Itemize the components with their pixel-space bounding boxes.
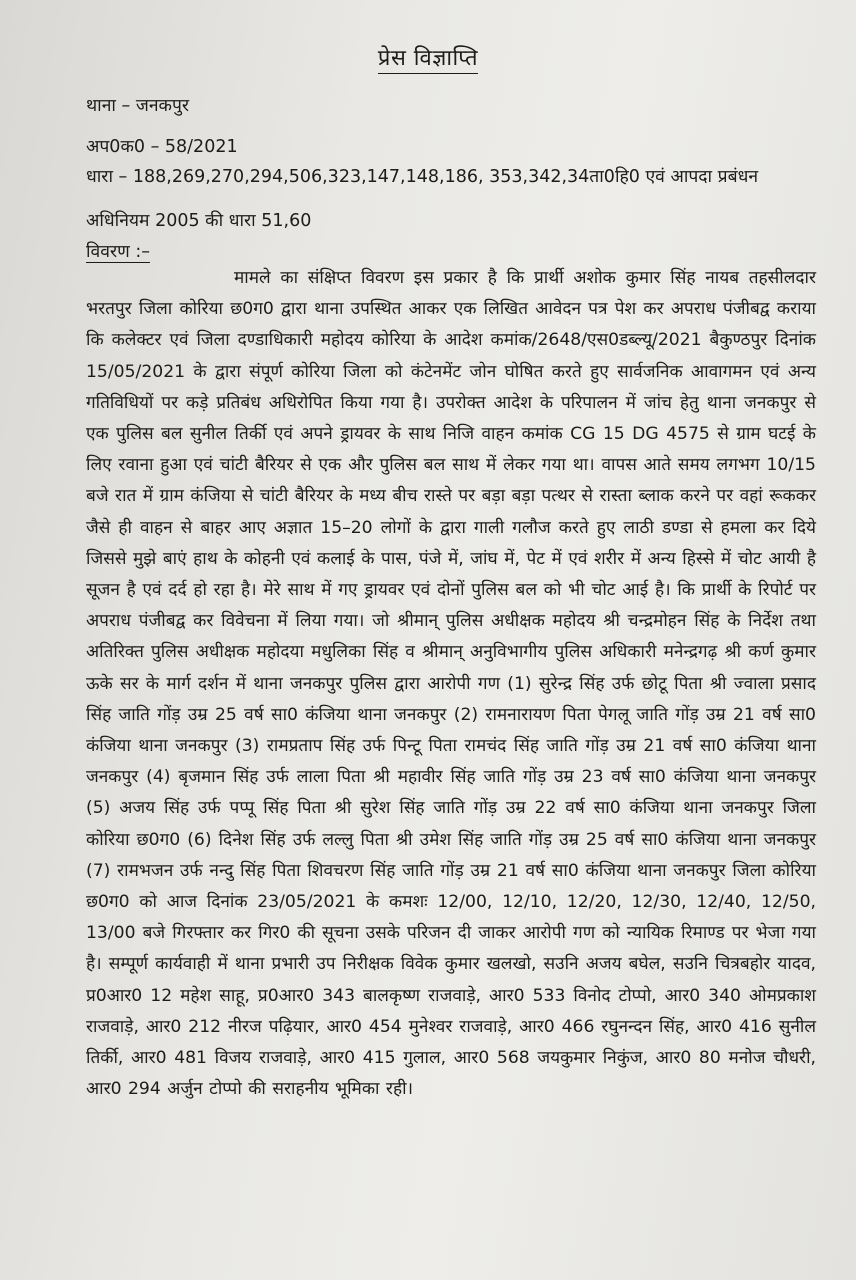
case-number-line: अप0क0 – 58/2021 [86, 137, 238, 157]
document-title [0, 42, 856, 72]
details-heading-text: विवरण :– [86, 242, 151, 262]
thana-line: थाना – जनकपुर [86, 96, 190, 116]
sections-line: धारा – 188,269,270,294,506,323,147,148,186, 353,342,34ता0हि0 एवं आपदा प्रबंधन अधिनियम 2005 की धारा 51,60 [86, 167, 759, 231]
title-text: प्रेस विज्ञाप्ति [378, 46, 478, 74]
details-body: मामले का संक्षिप्त विवरण इस प्रकार है कि प्रार्थी अशोक कुमार सिंह नायब तहसीलदार भरतपुर जिला कोरिया छ0ग0 द्वारा थाना उपस्थित आकर एक लिखित आवेदन पत्र पेश कर अपराध पंजीबद्व कराया कि कलेक्टर एवं जिला दण्डाधिकारी महोदय कोरिया के आदेश कमांक/2648/एस0डब्ल्यू/2021 बैकुण्ठपुर दिनांक 15/05/2021 के द्वारा संपूर्ण कोरिया जिला को कंटेनमेंट जोन घोषित करते हुए सार्वजनिक आवागमन एवं अन्य गतिविधियों पर कड़े प्रतिबंध अधिरोपित किया गया है। उपरोक्त आदेश के परिपालन में जांच हेतु थाना जनकपुर से एक पुलिस बल सुनील तिर्की एवं अपने ड्रायवर के साथ निजि वाहन कमांक CG 15 DG 4575 से ग्राम घटई के लिए रवाना हुआ एवं चांटी बैरियर से एक और पुलिस बल साथ में लेकर गया था। वापस आते समय लगभग 10/15 बजे रात में ग्राम कंजिया से चांटी बैरियर के मध्य बीच रास्ते पर बड़ा बड़ा पत्थर से रास्ता ब्लाक करने पर वहां रूककर जैसे ही वाहन से बाहर आए अज्ञात 15–20 लोगों के द्वारा गाली गलौज करते हुए लाठी डण्डा से हमला कर दिये जिससे मुझे बाएं हाथ के कोहनी एवं कलाई के पास, पंजे में, जांघ में, पेट में एवं शरीर में अन्य हिस्से में चोट आयी है सूजन है एवं दर्द हो रहा है। मेरे साथ में गए ड्रायवर एवं दोनों पुलिस बल को भी चोट आई है। कि प्रार्थी के रिपोर्ट पर अपराध पंजीबद्व कर विवेचना में लिया गया। जो श्रीमान् पुलिस अधीक्षक महोदय श्री चन्द्रमोहन सिंह के निर्देश तथा अतिरिक्त पुलिस अधीक्षक महोदया मधुलिका सिंह व श्रीमान् अनुविभागीय पुलिस अधिकारी मनेन्द्रगढ़ श्री कर्ण कुमार ऊके सर के मार्ग दर्शन में थाना जनकपुर पुलिस द्वारा आरोपी गण (1) सुरेन्द्र सिंह उर्फ छोटू पिता श्री ज्वाला प्रसाद सिंह जाति गोंड़ उम्र 25 वर्ष सा0 कंजिया थाना जनकपुर (2) रामनारायण पिता पेगलू जाति गोंड़ उम्र 21 वर्ष सा0 कंजिया थाना जनकपुर (3) रामप्रताप सिंह उर्फ पिन्टू पिता रामचंद सिंह जाति गोंड़ उम्र 21 वर्ष सा0 कंजिया थाना जनकपुर (4) बृजमान सिंह उर्फ लाला पिता श्री महावीर सिंह जाति गोंड़ उम्र 23 वर्ष सा0 कंजिया थाना जनकपुर (5) अजय सिंह उर्फ पप्पू सिंह पिता श्री सुरेश सिंह जाति गोंड़ उम्र 22 वर्ष सा0 कंजिया थाना जनकपुर जिला कोरिया छ0ग0 (6) दिनेश सिंह उर्फ लल्लु पिता श्री उमेश सिंह जाति गोंड़ उम्र 25 वर्ष सा0 कंजिया थाना जनकपुर (7) रामभजन उर्फ नन्दु सिंह पिता शिवचरण सिंह जाति गोंड़ उम्र 21 वर्ष सा0 कंजिया थाना जनकपुर जिला कोरिया छ0ग0 को आज दिनांक 23/05/2021 के कमशः 12/00, 12/10, 12/20, 12/30, 12/40, 12/50, 13/00 बजे गिरफ्तार कर गिर0 की सूचना उसके परिजन दी जाकर आरोपी गण को न्यायिक रिमाण्ड पर भेजा गया है। सम्पूर्ण कार्यवाही में थाना प्रभारी उप निरीक्षक विवेक कुमार खलखो, सउनि अजय बघेल, सउनि चित्रबहोर यादव, प्र0आर0 12 महेश साहू, प्र0आर0 343 बालकृष्ण राजवाड़े, आर0 533 विनोद टोप्पो, आर0 340 ओमप्रकाश राजवाड़े, आर0 212 नीरज पढ़ियार, आर0 454 मुनेश्वर राजवाड़े, आर0 466 रघुनन्दन सिंह, आर0 416 सुनील तिर्की, आर0 481 विजय राजवाड़े, आर0 415 गुलाल, आर0 568 जयकुमार निकुंज, आर0 80 मनोज चौधरी, आर0 294 अर्जुन टोप्पो की सराहनीय भूमिका रही। [86, 268, 816, 1100]
details-heading [86, 239, 150, 263]
